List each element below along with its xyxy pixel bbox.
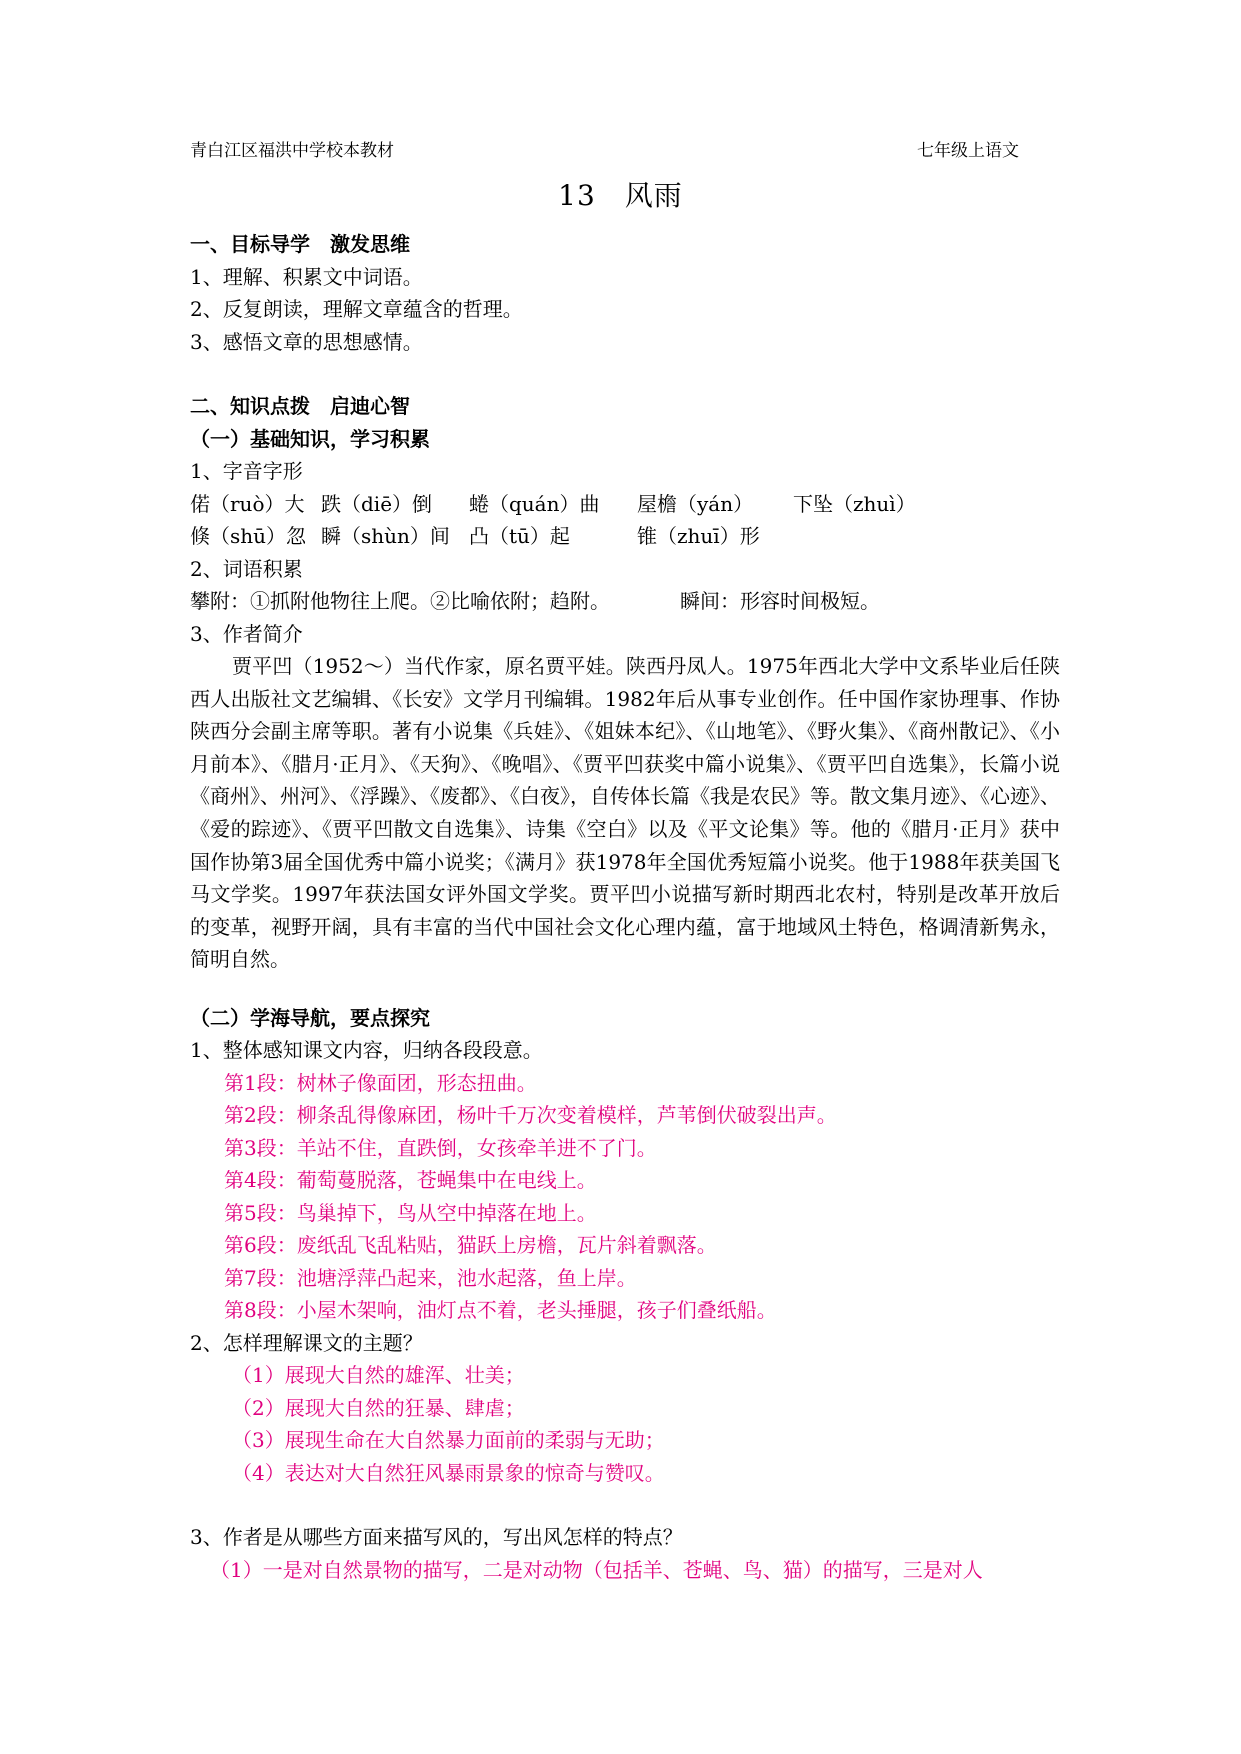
answer-item: 第5段：鸟巢掉下，鸟从空中掉落在地上。	[224, 1200, 597, 1225]
answer-item: 第1段：树林子像面团，形态扭曲。	[224, 1070, 537, 1095]
answer-item: 第8段：小屋木架响，油灯点不着，老头捶腿，孩子们叠纸船。	[224, 1298, 777, 1323]
header-left: 青白江区福洪中学校本教材	[190, 141, 394, 161]
question-3: 3、作者是从哪些方面来描写风的，写出风怎样的特点？	[190, 1525, 683, 1550]
pronunciation-row	[190, 488, 1060, 521]
goal-item: 1、理解、积累文中词语。	[190, 264, 423, 289]
page-title: 13 风雨	[558, 179, 683, 212]
author-heading: 3、作者简介	[190, 621, 303, 646]
pronunciation-item: 锥（zhuī）形	[637, 524, 760, 548]
pronunciation-item: 凸（tū）起	[469, 524, 570, 548]
goal-item: 3、感悟文章的思想感情。	[190, 329, 423, 354]
pronunciation-heading: 1、字音字形	[190, 459, 303, 483]
pronunciation-item: 瞬（shùn）间	[321, 524, 450, 548]
header-right: 七年级上语文	[917, 141, 1019, 161]
answer-item: （3）展现生命在大自然暴力面前的柔弱与无助；	[232, 1428, 665, 1453]
section-heading-goals: 一、目标导学 激发思维	[190, 232, 410, 256]
question-1: 1、整体感知课文内容，归纳各段段意。	[190, 1038, 543, 1063]
pronunciation-item: 倏（shū）忽	[190, 524, 307, 548]
answer-item: （1）一是对自然景物的描写，二是对动物（包括羊、苍蝇、鸟、猫）的描写，三是对人	[210, 1557, 983, 1582]
subsection-heading-basics: （一）基础知识，学习积累	[190, 426, 430, 451]
goal-item: 2、反复朗读，理解文章蕴含的哲理。	[190, 297, 523, 321]
answer-item: 第7段：池塘浮萍凸起来，池水起落，鱼上岸。	[224, 1265, 637, 1290]
answer-item: （2）展现大自然的狂暴、肆虐；	[232, 1395, 525, 1420]
pronunciation-item: 跌（diē）倒	[321, 491, 433, 516]
pronunciation-row	[190, 520, 1060, 553]
pronunciation-item: 偌（ruò）大	[190, 491, 305, 516]
answer-item: 第6段：废纸乱飞乱粘贴，猫跃上房檐，瓦片斜着飘落。	[224, 1233, 717, 1258]
answer-item: （4）表达对大自然狂风暴雨景象的惊奇与赞叹。	[232, 1460, 665, 1485]
main-content	[190, 228, 1060, 1586]
section-heading-knowledge: 二、知识点拨 启迪心智	[190, 394, 410, 418]
author-paragraph: 贾平凹（1952～）当代作家，原名贾平娃。陕西丹凤人。1975年西北大学中文系毕业后任陕西人出版社文艺编辑、《长安》文学月刊编辑。1982年后从事专业创作。任中国作家协理事、作协陕西分会副主席等职。著有小说集《兵娃》、《姐妹本纪》、《山地笔》、《野火集》、《商州散记》、《小月前本》、《腊月·正月》、《天狗》、《晚唱》、《贾平凹获奖中篇小说集》、《贾平凹自选集》，长篇小说《商州》、州河》、《浮躁》、《废都》、《白夜》，自传体长篇《我是农民》等。散文集月迹》、《心迹》、《爱的踪迹》、《贾平凹散文自选集》、诗集《空白》以及《平文论集》等。他的《腊月·正月》获中国作协第3届全国优秀中篇小说奖；《满月》获1978年全国优秀短篇小说奖。他于1988年获美国飞马文学奖。1997年获法国女评外国文学奖。贾平凹小说描写新时期西北农村，特别是改革开放后的变革，视野开阔，具有丰富的当代中国社会文化心理内蕴，富于地域风土特色，格调清新隽永，简明自然。	[190, 654, 1060, 972]
pronunciation-item: 蜷（quán）曲	[469, 491, 600, 516]
answer-item: 第4段：葡萄蔓脱落，苍蝇集中在电线上。	[224, 1168, 597, 1193]
pronunciation-item: 屋檐（yán）	[637, 491, 754, 516]
vocab-line: 攀附：①抓附他物往上爬。②比喻依附；趋附。 瞬间：形容时间极短。	[190, 589, 880, 613]
answer-item: 第3段：羊站不住，直跌倒，女孩牵羊进不了门。	[224, 1135, 657, 1160]
subsection-heading-explore: （二）学海导航，要点探究	[190, 1005, 430, 1030]
pronunciation-item: 下坠（zhuì）	[793, 491, 916, 516]
question-2: 2、怎样理解课文的主题？	[190, 1330, 423, 1355]
vocab-heading: 2、词语积累	[190, 556, 303, 581]
answer-item: （1）展现大自然的雄浑、壮美；	[232, 1363, 525, 1388]
answer-item: 第2段：柳条乱得像麻团，杨叶千万次变着模样，芦苇倒伏破裂出声。	[224, 1103, 837, 1128]
